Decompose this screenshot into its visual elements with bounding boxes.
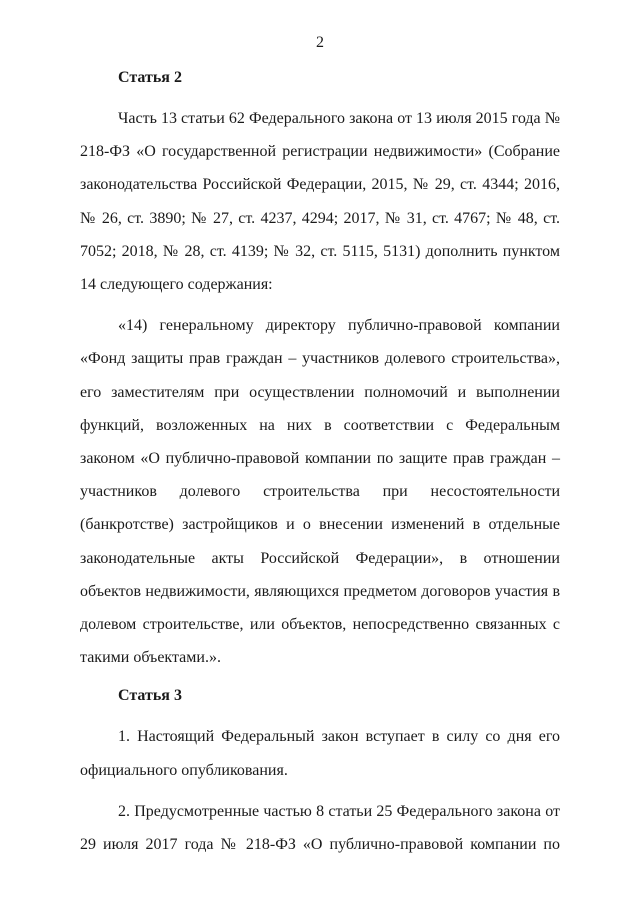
article-2-paragraph-1: Часть 13 статьи 62 Федерального закона от 13 июля 2015 года № 218-ФЗ «О государственной регистрации недвижимости» (Собрание законодательства Российской Федерации, 2015, № 29, ст. 4344; 2016, № 26, ст. 3890; № 27, ст. 4237, 4294; 2017, № 31, ст. 4767; № 48, ст. 7052; 2018, № 28, ст. 4139; № 32, ст. 5115, 5131) дополнить пунктом 14 следующего содержания: (80, 110, 560, 294)
article-3-paragraph-1: 1. Настоящий Федеральный закон вступает в силу со дня его официального опубликования. (80, 728, 560, 779)
article-2-paragraph-2: «14) генеральному директору публично-правовой компании «Фонд защиты прав граждан – участников долевого строительства», его заместителям при осуществлении полномочий и выполнении функций, возложенных на них в соответствии с Федеральным законом «О публично-правовой компании по защите прав граждан – участников долевого строительства при несостоятельности (банкротстве) застройщиков и о внесении изменений в отдельные законодательные акты Российской Федерации», в отношении объектов недвижимости, являющихся предметом договоров участия в долевом строительстве, или объектов, непосредственно связанных с такими объектами.». (80, 317, 560, 667)
article-3-paragraph-2: 2. Предусмотренные частью 8 статьи 25 Федерального закона от 29 июля 2017 года № 218-ФЗ «О публично-правовой компании по (80, 802, 560, 854)
article-3-heading: Статья 3 (118, 687, 182, 705)
article-2-heading: Статья 2 (118, 69, 182, 86)
document-body (80, 68, 560, 861)
page-number: 2 (316, 34, 324, 51)
